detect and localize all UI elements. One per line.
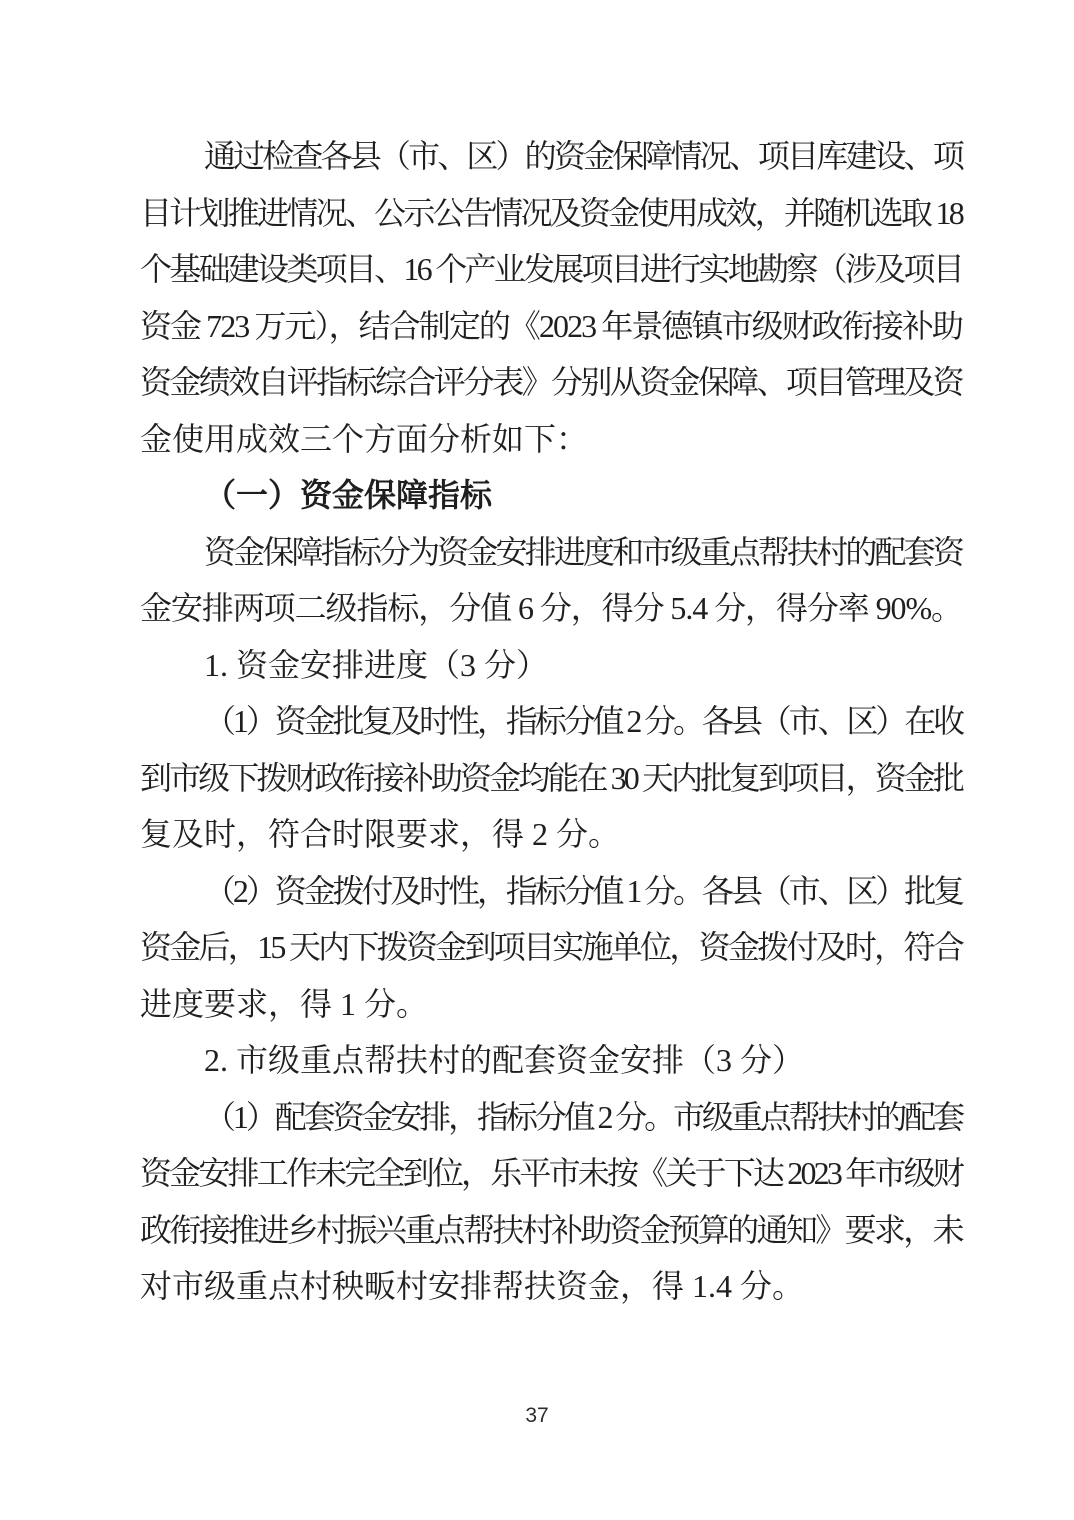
text-line-content: 资金安排工作未完全到位，乐平市未按《关于下达 2023 年市级财	[140, 1155, 962, 1191]
text-line-content: 资金后，15 天内下拨资金到项目实施单位，资金拨付及时，符合	[140, 929, 962, 965]
text-line-content: 资金保障指标分为资金安排进度和市级重点帮扶村的配套资	[204, 533, 962, 570]
text-line-content: 到市级下拨财政衔接补助资金均能在 30 天内批复到项目，资金批	[140, 759, 962, 796]
text-line-content: 资金 723 万元），结合制定的《2023 年景德镇市级财政衔接补助	[140, 307, 962, 344]
section-heading	[140, 467, 962, 524]
text-line	[140, 976, 962, 1033]
page-number: 37	[525, 1404, 549, 1427]
text-line-content: 对市级重点村秧畈村安排帮扶资金，得 1.4 分。	[140, 1268, 805, 1304]
text-line	[140, 298, 962, 355]
text-line-content: 个基础建设类项目、16 个产业发展项目进行实地勘察（涉及项目	[140, 251, 962, 287]
text-line	[140, 524, 962, 581]
text-line-content: 金安排两项二级指标，分值 6 分，得分 5.4 分，得分率 90%。	[140, 590, 962, 626]
text-line-content: 目计划推进情况、公示公告情况及资金使用成效，并随机选取 18	[140, 194, 962, 231]
text-line	[140, 919, 962, 976]
document-body	[140, 128, 962, 1315]
text-line	[140, 1089, 962, 1146]
text-line-content: （1）资金批复及时性，指标分值 2 分。各县（市、区）在收	[204, 703, 962, 739]
text-line-content: 1. 资金安排进度（3 分）	[204, 646, 549, 683]
text-line	[140, 580, 962, 637]
text-line	[140, 693, 962, 750]
text-line	[140, 1032, 962, 1089]
text-line	[140, 863, 962, 920]
text-line	[140, 806, 962, 863]
text-line	[140, 1145, 962, 1202]
text-line-content: （一）资金保障指标	[204, 477, 493, 513]
text-line	[140, 637, 962, 694]
text-line-content: 2. 市级重点帮扶村的配套资金安排（3 分）	[204, 1042, 805, 1078]
text-line	[140, 185, 962, 242]
text-line-content: 金使用成效三个方面分析如下：	[140, 420, 589, 457]
text-line-content: 政衔接推进乡村振兴重点帮扶村补助资金预算的通知》要求，未	[140, 1211, 962, 1248]
text-line-content: 复及时，符合时限要求，得 2 分。	[140, 816, 621, 852]
text-line	[140, 128, 962, 185]
text-line-content: 资金绩效自评指标综合评分表》分别从资金保障、项目管理及资	[140, 364, 962, 400]
text-line	[140, 354, 962, 411]
text-line	[140, 1202, 962, 1259]
text-line	[140, 1258, 962, 1315]
text-line-content: 通过检查各县（市、区）的资金保障情况、项目库建设、项	[204, 138, 962, 174]
text-line	[140, 411, 962, 468]
text-line-content: （1）配套资金安排，指标分值 2 分。市级重点帮扶村的配套	[204, 1098, 962, 1135]
text-line	[140, 750, 962, 807]
text-line-content: 进度要求，得 1 分。	[140, 985, 429, 1022]
text-line	[140, 241, 962, 298]
text-line-content: （2）资金拨付及时性，指标分值 1 分。各县（市、区）批复	[204, 872, 962, 909]
